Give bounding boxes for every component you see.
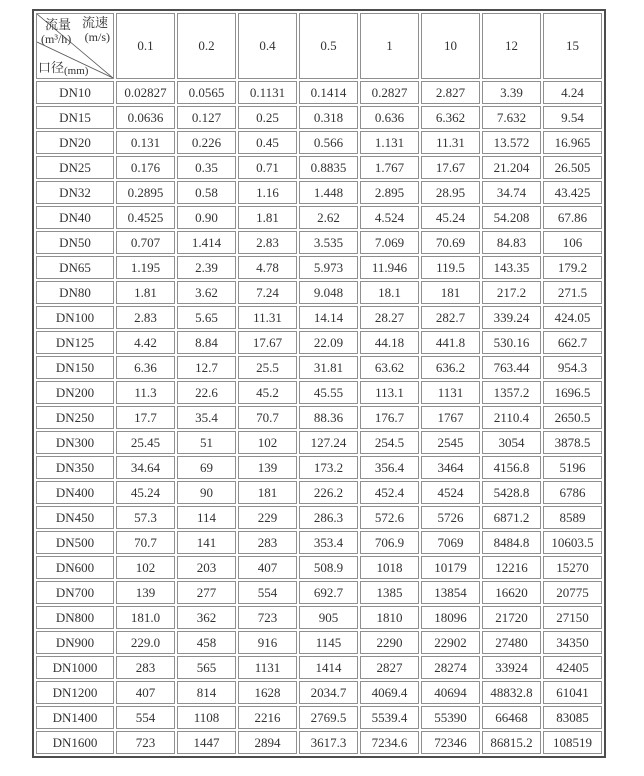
flow-value-cell: 11.31 <box>238 306 297 329</box>
flow-value-cell: 26.505 <box>543 156 602 179</box>
table-row <box>36 731 602 754</box>
flow-value-cell: 21.204 <box>482 156 541 179</box>
flow-value-cell: 530.16 <box>482 331 541 354</box>
flow-value-cell: 954.3 <box>543 356 602 379</box>
dn-cell: DN600 <box>36 556 114 579</box>
flow-value-cell: 8484.8 <box>482 531 541 554</box>
flow-value-cell: 106 <box>543 231 602 254</box>
flow-value-cell: 15270 <box>543 556 602 579</box>
dn-cell: DN50 <box>36 231 114 254</box>
table-row <box>36 106 602 129</box>
flow-value-cell: 12216 <box>482 556 541 579</box>
flow-value-cell: 2034.7 <box>299 681 358 704</box>
flow-value-cell: 40694 <box>421 681 480 704</box>
flow-value-cell: 3.39 <box>482 81 541 104</box>
velocity-header-cell: 12 <box>482 13 541 79</box>
flow-value-cell: 11.946 <box>360 256 419 279</box>
flow-value-cell: 4.524 <box>360 206 419 229</box>
flow-value-cell: 28.95 <box>421 181 480 204</box>
flow-value-cell: 1108 <box>177 706 236 729</box>
flow-value-cell: 13.572 <box>482 131 541 154</box>
flow-value-cell: 127.24 <box>299 431 358 454</box>
flow-value-cell: 1018 <box>360 556 419 579</box>
flow-value-cell: 17.67 <box>238 331 297 354</box>
flow-value-cell: 565 <box>177 656 236 679</box>
flow-value-cell: 55390 <box>421 706 480 729</box>
flow-value-cell: 662.7 <box>543 331 602 354</box>
flow-value-cell: 6871.2 <box>482 506 541 529</box>
flow-value-cell: 108519 <box>543 731 602 754</box>
flow-value-cell: 706.9 <box>360 531 419 554</box>
flow-value-cell: 1385 <box>360 581 419 604</box>
flow-value-cell: 0.02827 <box>116 81 175 104</box>
flow-value-cell: 6.36 <box>116 356 175 379</box>
flow-value-cell: 0.90 <box>177 206 236 229</box>
flow-value-cell: 25.45 <box>116 431 175 454</box>
velocity-header-cell: 1 <box>360 13 419 79</box>
flow-value-cell: 0.35 <box>177 156 236 179</box>
table-row <box>36 206 602 229</box>
flow-value-cell: 21720 <box>482 606 541 629</box>
flow-value-cell: 508.9 <box>299 556 358 579</box>
flow-value-cell: 0.318 <box>299 106 358 129</box>
flow-value-cell: 113.1 <box>360 381 419 404</box>
flow-value-cell: 283 <box>238 531 297 554</box>
flow-value-cell: 0.0565 <box>177 81 236 104</box>
flow-value-cell: 173.2 <box>299 456 358 479</box>
flow-value-cell: 141 <box>177 531 236 554</box>
dn-cell: DN500 <box>36 531 114 554</box>
flow-value-cell: 6.362 <box>421 106 480 129</box>
velocity-unit-label: (m/s) <box>84 30 110 44</box>
flow-value-cell: 1.195 <box>116 256 175 279</box>
flow-value-cell: 70.7 <box>116 531 175 554</box>
flow-value-cell: 356.4 <box>360 456 419 479</box>
flow-value-cell: 1357.2 <box>482 381 541 404</box>
flow-value-cell: 72346 <box>421 731 480 754</box>
table-row <box>36 81 602 104</box>
diameter-label: 口径 <box>38 60 65 75</box>
flow-unit-label: (m³/h) <box>41 32 72 46</box>
flow-value-cell: 0.4525 <box>116 206 175 229</box>
flow-value-cell: 28274 <box>421 656 480 679</box>
table-row <box>36 531 602 554</box>
table-row <box>36 381 602 404</box>
flow-value-cell: 0.127 <box>177 106 236 129</box>
flow-value-cell: 1131 <box>421 381 480 404</box>
flow-value-cell: 9.048 <box>299 281 358 304</box>
flow-value-cell: 1131 <box>238 656 297 679</box>
dn-cell: DN40 <box>36 206 114 229</box>
flow-value-cell: 283 <box>116 656 175 679</box>
flow-value-cell: 4.78 <box>238 256 297 279</box>
flow-value-cell: 286.3 <box>299 506 358 529</box>
flow-value-cell: 119.5 <box>421 256 480 279</box>
flow-value-cell: 229.0 <box>116 631 175 654</box>
table-row <box>36 581 602 604</box>
flow-value-cell: 45.24 <box>116 481 175 504</box>
flow-value-cell: 8589 <box>543 506 602 529</box>
flow-value-cell: 2110.4 <box>482 406 541 429</box>
velocity-header-cell: 10 <box>421 13 480 79</box>
flow-value-cell: 723 <box>238 606 297 629</box>
flow-value-cell: 2.83 <box>238 231 297 254</box>
flow-value-cell: 45.2 <box>238 381 297 404</box>
dn-cell: DN1000 <box>36 656 114 679</box>
velocity-label: 流速 <box>81 15 108 30</box>
table-row <box>36 356 602 379</box>
flow-value-cell: 3617.3 <box>299 731 358 754</box>
flow-value-cell: 2.62 <box>299 206 358 229</box>
flow-value-cell: 10179 <box>421 556 480 579</box>
flow-label: 流量 <box>45 17 72 32</box>
flow-value-cell: 1145 <box>299 631 358 654</box>
flow-value-cell: 57.3 <box>116 506 175 529</box>
table-row <box>36 481 602 504</box>
flow-value-cell: 2290 <box>360 631 419 654</box>
flow-value-cell: 14.14 <box>299 306 358 329</box>
flow-value-cell: 31.81 <box>299 356 358 379</box>
dn-cell: DN25 <box>36 156 114 179</box>
flow-value-cell: 67.86 <box>543 206 602 229</box>
flow-value-cell: 2545 <box>421 431 480 454</box>
table-row <box>36 706 602 729</box>
flow-value-cell: 2827 <box>360 656 419 679</box>
dn-cell: DN10 <box>36 81 114 104</box>
flow-value-cell: 1628 <box>238 681 297 704</box>
flow-value-cell: 61041 <box>543 681 602 704</box>
flow-value-cell: 34350 <box>543 631 602 654</box>
flow-value-cell: 54.208 <box>482 206 541 229</box>
flow-value-cell: 22902 <box>421 631 480 654</box>
flow-value-cell: 48832.8 <box>482 681 541 704</box>
diameter-unit-label: (mm) <box>64 65 89 77</box>
dn-cell: DN1400 <box>36 706 114 729</box>
table-row <box>36 281 602 304</box>
dn-cell: DN800 <box>36 606 114 629</box>
flow-value-cell: 179.2 <box>543 256 602 279</box>
flow-value-cell: 0.25 <box>238 106 297 129</box>
flow-value-cell: 229 <box>238 506 297 529</box>
flow-value-cell: 102 <box>116 556 175 579</box>
dn-cell: DN100 <box>36 306 114 329</box>
dn-cell: DN1600 <box>36 731 114 754</box>
table-row <box>36 506 602 529</box>
flow-value-cell: 139 <box>238 456 297 479</box>
flow-value-cell: 70.69 <box>421 231 480 254</box>
diameter-label-group <box>38 61 88 75</box>
velocity-header-cell: 0.5 <box>299 13 358 79</box>
flow-value-cell: 1.81 <box>238 206 297 229</box>
flow-value-cell: 1696.5 <box>543 381 602 404</box>
flow-value-cell: 2216 <box>238 706 297 729</box>
dn-cell: DN300 <box>36 431 114 454</box>
flow-value-cell: 4.42 <box>116 331 175 354</box>
flow-value-cell: 3878.5 <box>543 431 602 454</box>
flow-value-cell: 11.31 <box>421 131 480 154</box>
dn-cell: DN20 <box>36 131 114 154</box>
header-row <box>36 13 602 79</box>
flow-value-cell: 0.131 <box>116 131 175 154</box>
flow-value-cell: 7234.6 <box>360 731 419 754</box>
flow-value-cell: 9.54 <box>543 106 602 129</box>
flow-value-cell: 1810 <box>360 606 419 629</box>
dn-cell: DN350 <box>36 456 114 479</box>
flow-value-cell: 1.448 <box>299 181 358 204</box>
dn-cell: DN125 <box>36 331 114 354</box>
table-row <box>36 331 602 354</box>
velocity-header-cell: 0.2 <box>177 13 236 79</box>
flow-value-cell: 102 <box>238 431 297 454</box>
table-row <box>36 256 602 279</box>
table-row <box>36 631 602 654</box>
flow-value-cell: 0.566 <box>299 131 358 154</box>
flow-value-cell: 114 <box>177 506 236 529</box>
flow-value-cell: 181.0 <box>116 606 175 629</box>
flow-value-cell: 0.0636 <box>116 106 175 129</box>
flow-value-cell: 4156.8 <box>482 456 541 479</box>
velocity-header-cell: 0.4 <box>238 13 297 79</box>
flow-value-cell: 44.18 <box>360 331 419 354</box>
flow-value-cell: 226.2 <box>299 481 358 504</box>
flow-value-cell: 1.414 <box>177 231 236 254</box>
flow-value-cell: 2.827 <box>421 81 480 104</box>
flow-value-cell: 271.5 <box>543 281 602 304</box>
flow-value-cell: 572.6 <box>360 506 419 529</box>
flow-value-cell: 254.5 <box>360 431 419 454</box>
flow-value-cell: 1.16 <box>238 181 297 204</box>
flow-value-cell: 34.64 <box>116 456 175 479</box>
pipe-flow-table <box>32 9 606 758</box>
flow-value-cell: 0.71 <box>238 156 297 179</box>
table-row <box>36 431 602 454</box>
flow-value-cell: 5539.4 <box>360 706 419 729</box>
flow-value-cell: 1414 <box>299 656 358 679</box>
table-row <box>36 406 602 429</box>
dn-cell: DN1200 <box>36 681 114 704</box>
flow-value-cell: 2769.5 <box>299 706 358 729</box>
dn-cell: DN32 <box>36 181 114 204</box>
dn-cell: DN15 <box>36 106 114 129</box>
flow-value-cell: 12.7 <box>177 356 236 379</box>
flow-value-cell: 554 <box>116 706 175 729</box>
flow-value-cell: 1767 <box>421 406 480 429</box>
flow-value-cell: 3.535 <box>299 231 358 254</box>
flow-value-cell: 0.58 <box>177 181 236 204</box>
flow-value-cell: 277 <box>177 581 236 604</box>
flow-value-cell: 0.176 <box>116 156 175 179</box>
flow-value-cell: 22.09 <box>299 331 358 354</box>
flow-value-cell: 4524 <box>421 481 480 504</box>
flow-value-cell: 2.39 <box>177 256 236 279</box>
flow-value-cell: 1.131 <box>360 131 419 154</box>
flow-value-cell: 69 <box>177 456 236 479</box>
flow-value-cell: 723 <box>116 731 175 754</box>
flow-value-cell: 2894 <box>238 731 297 754</box>
flow-value-cell: 5.973 <box>299 256 358 279</box>
table-row <box>36 656 602 679</box>
table-row <box>36 306 602 329</box>
flow-value-cell: 27480 <box>482 631 541 654</box>
flow-value-cell: 339.24 <box>482 306 541 329</box>
flow-value-cell: 4.24 <box>543 81 602 104</box>
flow-value-cell: 1447 <box>177 731 236 754</box>
flow-value-cell: 7069 <box>421 531 480 554</box>
dn-cell: DN250 <box>36 406 114 429</box>
table-row <box>36 456 602 479</box>
flow-value-cell: 8.84 <box>177 331 236 354</box>
flow-value-cell: 7.24 <box>238 281 297 304</box>
flow-value-cell: 0.226 <box>177 131 236 154</box>
flow-value-cell: 18096 <box>421 606 480 629</box>
dn-cell: DN80 <box>36 281 114 304</box>
flow-value-cell: 7.632 <box>482 106 541 129</box>
flow-value-cell: 217.2 <box>482 281 541 304</box>
flow-value-cell: 90 <box>177 481 236 504</box>
flow-value-cell: 554 <box>238 581 297 604</box>
flow-value-cell: 88.36 <box>299 406 358 429</box>
table-row <box>36 156 602 179</box>
flow-value-cell: 2.895 <box>360 181 419 204</box>
flow-value-cell: 43.425 <box>543 181 602 204</box>
flow-value-cell: 424.05 <box>543 306 602 329</box>
flow-value-cell: 70.7 <box>238 406 297 429</box>
flow-value-cell: 33924 <box>482 656 541 679</box>
dn-cell: DN200 <box>36 381 114 404</box>
flow-value-cell: 181 <box>238 481 297 504</box>
flow-value-cell: 27150 <box>543 606 602 629</box>
flow-value-cell: 45.24 <box>421 206 480 229</box>
dn-cell: DN400 <box>36 481 114 504</box>
flow-value-cell: 16.965 <box>543 131 602 154</box>
flow-value-cell: 0.45 <box>238 131 297 154</box>
flow-value-cell: 1.767 <box>360 156 419 179</box>
flow-value-cell: 176.7 <box>360 406 419 429</box>
flow-value-cell: 10603.5 <box>543 531 602 554</box>
table-row <box>36 606 602 629</box>
flow-value-cell: 636.2 <box>421 356 480 379</box>
flow-value-cell: 84.83 <box>482 231 541 254</box>
flow-value-cell: 7.069 <box>360 231 419 254</box>
flow-value-cell: 5.65 <box>177 306 236 329</box>
flow-value-cell: 407 <box>238 556 297 579</box>
flow-value-cell: 2.83 <box>116 306 175 329</box>
velocity-header-cell: 0.1 <box>116 13 175 79</box>
flow-value-cell: 3464 <box>421 456 480 479</box>
table-row <box>36 231 602 254</box>
flow-value-cell: 45.55 <box>299 381 358 404</box>
flow-value-cell: 5196 <box>543 456 602 479</box>
flow-value-cell: 20775 <box>543 581 602 604</box>
table-body <box>36 81 602 754</box>
flow-value-cell: 0.1131 <box>238 81 297 104</box>
flow-value-cell: 35.4 <box>177 406 236 429</box>
dn-cell: DN150 <box>36 356 114 379</box>
flow-value-cell: 905 <box>299 606 358 629</box>
flow-value-cell: 6786 <box>543 481 602 504</box>
flow-value-cell: 11.3 <box>116 381 175 404</box>
dn-cell: DN900 <box>36 631 114 654</box>
flow-value-cell: 13854 <box>421 581 480 604</box>
table-row <box>36 556 602 579</box>
flow-value-cell: 181 <box>421 281 480 304</box>
dn-cell: DN65 <box>36 256 114 279</box>
table-row <box>36 681 602 704</box>
flow-value-cell: 353.4 <box>299 531 358 554</box>
flow-value-cell: 5726 <box>421 506 480 529</box>
flow-value-cell: 916 <box>238 631 297 654</box>
flow-value-cell: 66468 <box>482 706 541 729</box>
table-row <box>36 131 602 154</box>
flow-value-cell: 0.707 <box>116 231 175 254</box>
flow-value-cell: 763.44 <box>482 356 541 379</box>
flow-value-cell: 0.636 <box>360 106 419 129</box>
flow-value-cell: 0.8835 <box>299 156 358 179</box>
flow-value-cell: 692.7 <box>299 581 358 604</box>
flow-value-cell: 814 <box>177 681 236 704</box>
flow-value-cell: 22.6 <box>177 381 236 404</box>
flow-value-cell: 452.4 <box>360 481 419 504</box>
flow-value-cell: 203 <box>177 556 236 579</box>
header-corner-cell <box>36 13 114 79</box>
flow-value-cell: 407 <box>116 681 175 704</box>
flow-value-cell: 17.67 <box>421 156 480 179</box>
dn-cell: DN700 <box>36 581 114 604</box>
flow-value-cell: 86815.2 <box>482 731 541 754</box>
table-row <box>36 181 602 204</box>
flow-value-cell: 0.2827 <box>360 81 419 104</box>
flow-value-cell: 143.35 <box>482 256 541 279</box>
flow-value-cell: 139 <box>116 581 175 604</box>
flow-value-cell: 3054 <box>482 431 541 454</box>
velocity-header-cell: 15 <box>543 13 602 79</box>
flow-value-cell: 3.62 <box>177 281 236 304</box>
flow-value-cell: 1.81 <box>116 281 175 304</box>
flow-value-cell: 4069.4 <box>360 681 419 704</box>
flow-value-cell: 42405 <box>543 656 602 679</box>
flow-value-cell: 441.8 <box>421 331 480 354</box>
flow-value-cell: 51 <box>177 431 236 454</box>
flow-value-cell: 5428.8 <box>482 481 541 504</box>
flow-value-cell: 83085 <box>543 706 602 729</box>
flow-value-cell: 16620 <box>482 581 541 604</box>
flow-value-cell: 18.1 <box>360 281 419 304</box>
flow-value-cell: 17.7 <box>116 406 175 429</box>
flow-value-cell: 0.2895 <box>116 181 175 204</box>
flow-value-cell: 458 <box>177 631 236 654</box>
flow-value-cell: 34.74 <box>482 181 541 204</box>
dn-cell: DN450 <box>36 506 114 529</box>
flow-value-cell: 2650.5 <box>543 406 602 429</box>
flow-value-cell: 362 <box>177 606 236 629</box>
flow-value-cell: 25.5 <box>238 356 297 379</box>
flow-value-cell: 63.62 <box>360 356 419 379</box>
flow-value-cell: 0.1414 <box>299 81 358 104</box>
flow-value-cell: 282.7 <box>421 306 480 329</box>
flow-value-cell: 28.27 <box>360 306 419 329</box>
